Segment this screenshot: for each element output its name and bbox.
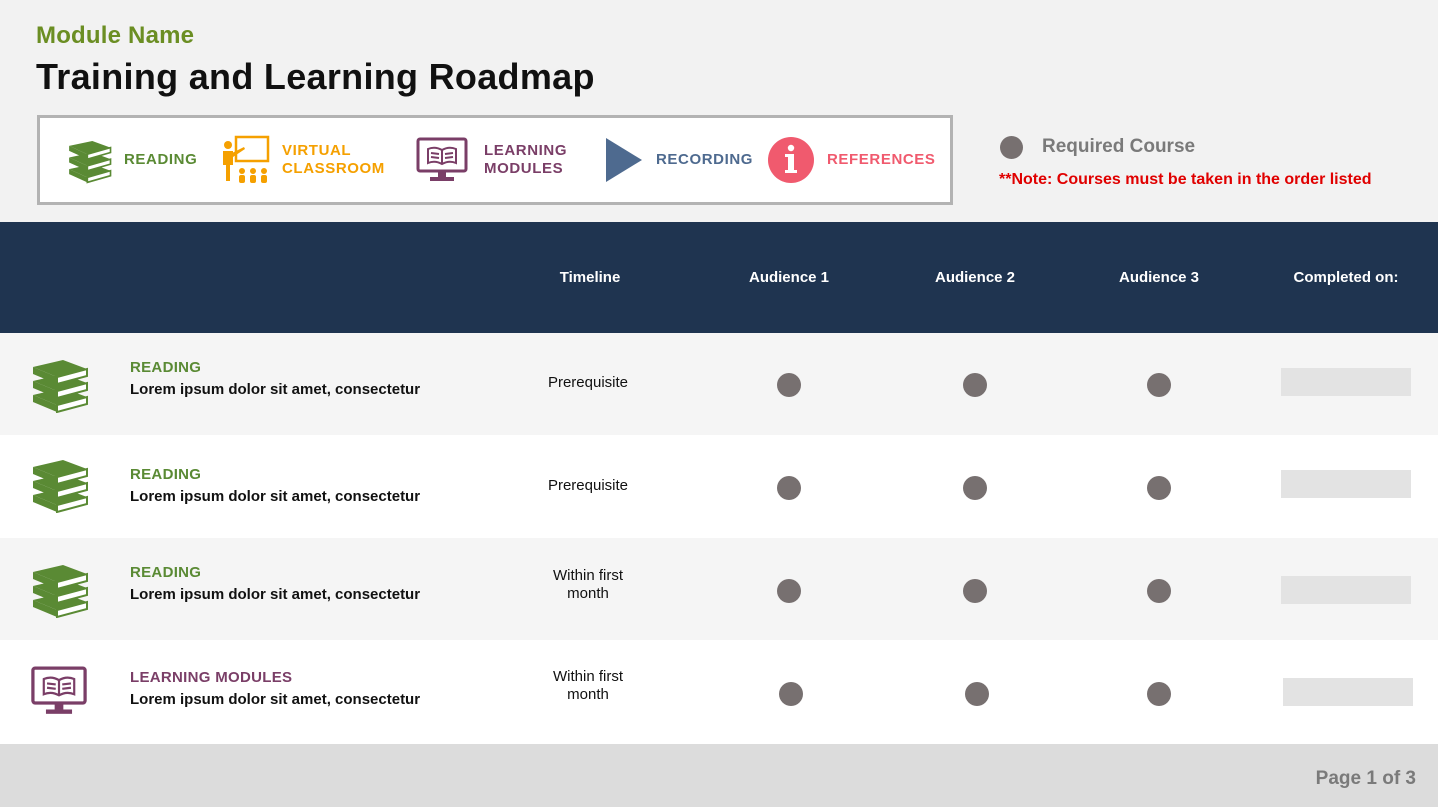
info-icon: [768, 137, 814, 183]
legend-label-learning-modules: LEARNING MODULES: [484, 142, 568, 177]
required-course-dot: [1000, 136, 1023, 159]
legend-label-references: REFERENCES: [827, 151, 936, 168]
page-number: Page 1 of 3: [1315, 768, 1416, 789]
legend-item-references: [768, 118, 936, 202]
completed-on-field[interactable]: [1281, 368, 1411, 396]
audience-3-required-dot: [1147, 579, 1171, 603]
footer: [0, 744, 1438, 807]
legend-box: [37, 115, 953, 205]
course-type: READING: [130, 466, 202, 483]
presenter-icon: [220, 135, 274, 185]
audience-2-required-dot: [963, 476, 987, 500]
course-type: READING: [130, 359, 202, 376]
completed-on-field[interactable]: [1281, 576, 1411, 604]
module-name: Module Name: [36, 22, 195, 49]
monitor-book-icon: [416, 137, 468, 183]
legend-label-virtual-classroom: VIRTUAL CLASSROOM: [282, 142, 385, 177]
page-title: Training and Learning Roadmap: [36, 56, 595, 97]
legend-label-reading: READING: [124, 151, 198, 168]
audience-1-required-dot: [779, 682, 803, 706]
audience-3-required-dot: [1147, 476, 1171, 500]
legend-item-virtual-classroom: [220, 118, 385, 202]
audience-3-required-dot: [1147, 682, 1171, 706]
table-header: [0, 222, 1438, 333]
audience-2-required-dot: [965, 682, 989, 706]
course-timeline: Prerequisite: [547, 374, 629, 391]
column-header-audience-3: Audience 3: [1118, 269, 1200, 286]
course-timeline: Within first month: [552, 668, 623, 703]
legend-item-learning-modules: [416, 118, 567, 202]
table-row: [0, 538, 1438, 640]
audience-1-required-dot: [777, 579, 801, 603]
required-course-label: Required Course: [1042, 136, 1196, 157]
monitor-book-icon: [30, 666, 88, 721]
legend-label-recording: RECORDING: [656, 151, 754, 168]
order-note: **Note: Courses must be taken in the order listed: [999, 171, 1372, 188]
course-type: READING: [130, 564, 202, 581]
column-header-audience-1: Audience 1: [748, 269, 830, 286]
legend-item-reading: [64, 118, 197, 202]
table-row: [0, 435, 1438, 538]
completed-on-field[interactable]: [1283, 678, 1413, 706]
course-description: Lorem ipsum dolor sit amet, consectetur: [130, 586, 421, 603]
course-description: Lorem ipsum dolor sit amet, consectetur: [130, 488, 421, 505]
books-icon: [64, 136, 114, 184]
course-description: Lorem ipsum dolor sit amet, consectetur: [130, 381, 421, 398]
course-timeline: Prerequisite: [547, 477, 629, 494]
column-header-timeline: Timeline: [559, 269, 621, 286]
books-icon: [28, 560, 90, 623]
audience-3-required-dot: [1147, 373, 1171, 397]
table-row: [0, 640, 1438, 744]
completed-on-field[interactable]: [1281, 470, 1411, 498]
column-header-audience-2: Audience 2: [934, 269, 1016, 286]
column-header-completed-on: Completed on:: [1293, 269, 1399, 286]
audience-1-required-dot: [777, 476, 801, 500]
course-description: Lorem ipsum dolor sit amet, consectetur: [130, 691, 421, 708]
books-icon: [28, 355, 90, 418]
table-row: [0, 333, 1438, 435]
play-icon: [604, 136, 644, 184]
audience-1-required-dot: [777, 373, 801, 397]
audience-2-required-dot: [963, 579, 987, 603]
audience-2-required-dot: [963, 373, 987, 397]
course-timeline: Within first month: [552, 567, 623, 602]
books-icon: [28, 455, 90, 518]
legend-item-recording: [604, 118, 753, 202]
course-type: LEARNING MODULES: [130, 669, 293, 686]
